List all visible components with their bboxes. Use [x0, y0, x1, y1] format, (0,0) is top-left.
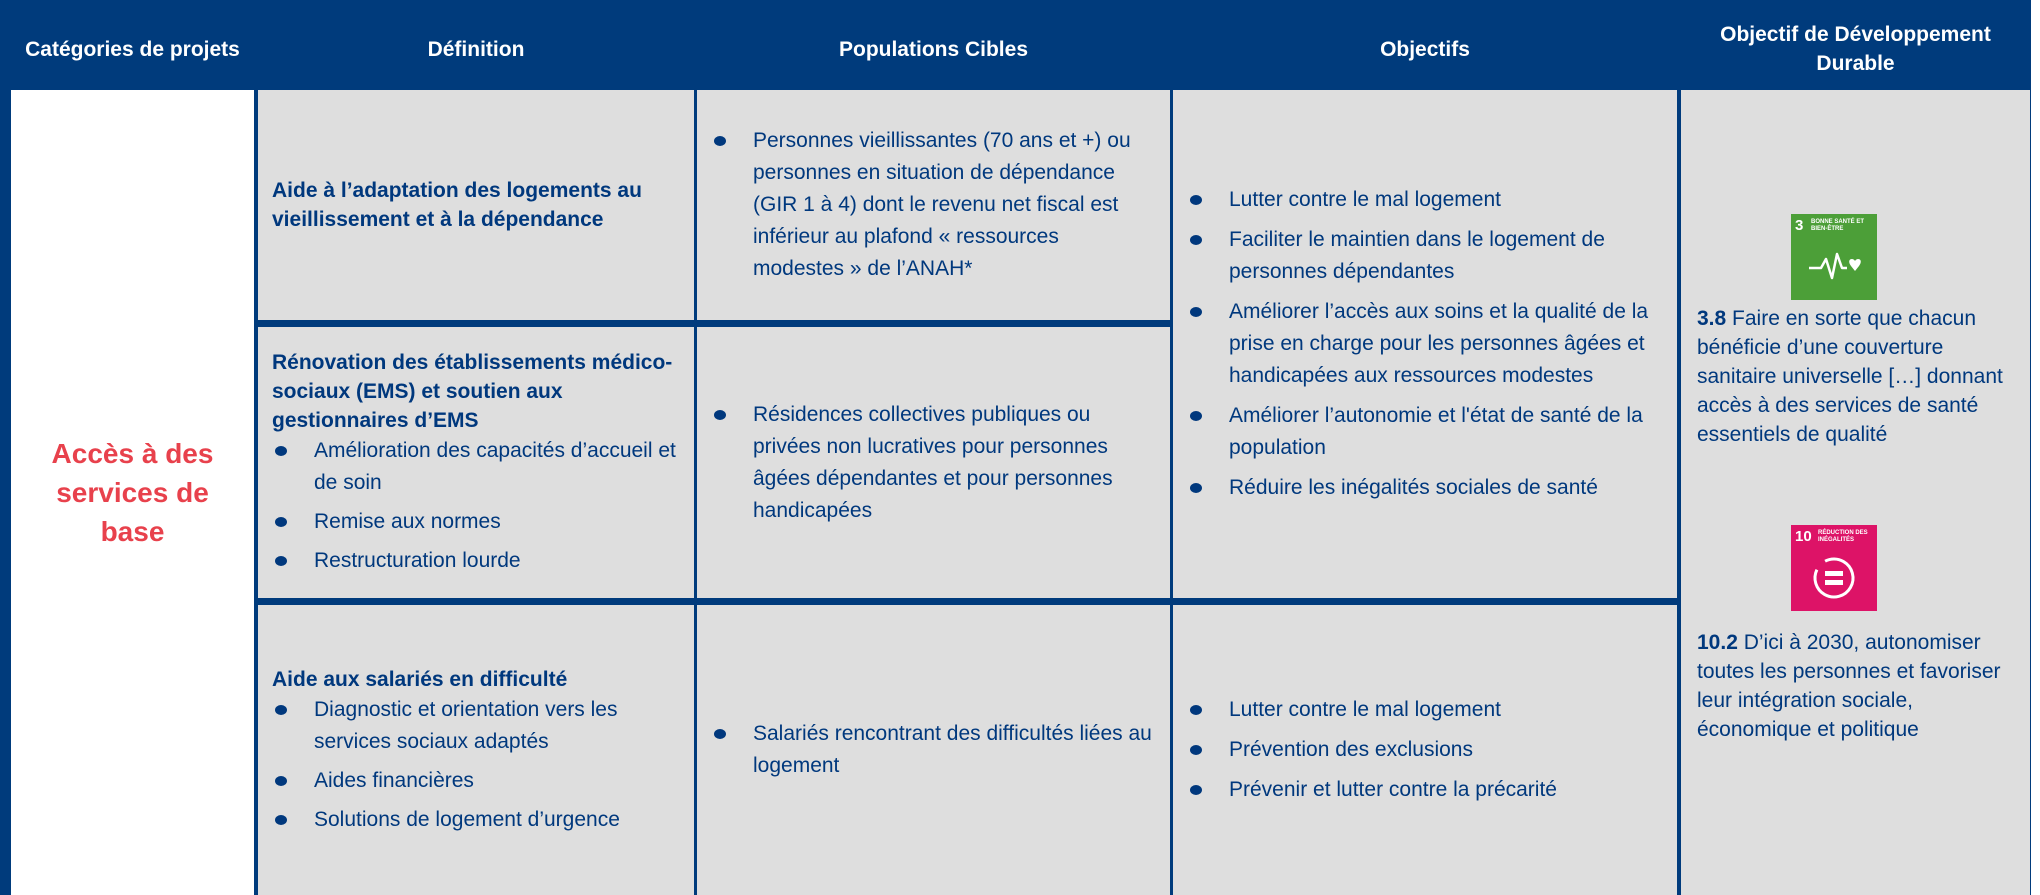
definition-title: Aide aux salariés en difficulté	[272, 667, 568, 691]
populations-cell-1	[697, 90, 1170, 320]
list-item: Solutions de logement d’urgence	[272, 804, 679, 836]
list-item: Personnes vieillissantes (70 ans et +) ou personnes en situation de dépendance (GIR 1 à 4) dont le revenu net fiscal est inférieur au plafond « ressources modestes » de l’ANAH*	[711, 125, 1152, 285]
target-number: 3.8	[1697, 307, 1727, 330]
header-categories: Catégories de projets	[25, 37, 240, 61]
bullet-icon	[1190, 705, 1202, 715]
bullet-icon	[1190, 411, 1202, 421]
bullet-icon	[714, 136, 726, 146]
header-populations: Populations Cibles	[838, 37, 1029, 61]
populations-cell-2	[697, 327, 1170, 598]
sdg-number: 10	[1795, 528, 1812, 545]
sdg-3-heartbeat-icon	[1791, 214, 1877, 300]
list-item: Diagnostic et orientation vers les services sociaux adaptés	[272, 694, 679, 758]
bullet-icon	[275, 776, 287, 786]
objectifs-list	[1187, 184, 1663, 504]
target-text: D’ici à 2030, autonomiser toutes les personnes et favoriser leur intégration sociale, économique et politique	[1697, 631, 2001, 741]
list-item: Faciliter le maintien dans le logement de personnes dépendantes	[1187, 224, 1663, 288]
populations-list	[711, 718, 1152, 782]
bullet-icon	[1190, 745, 1202, 755]
odd-cell	[1681, 90, 2030, 895]
populations-list	[711, 125, 1152, 285]
list-item: Lutter contre le mal logement	[1187, 694, 1663, 726]
list-item: Résidences collectives publiques ou privées non lucratives pour personnes âgées dépendantes et pour personnes handicapées	[711, 399, 1152, 527]
list-item: Restructuration lourde	[272, 545, 679, 577]
bullet-icon	[275, 705, 287, 715]
target-number: 10.2	[1697, 631, 1738, 654]
list-item: Lutter contre le mal logement	[1187, 184, 1663, 216]
list-item: Salariés rencontrant des difficultés liées au logement	[711, 718, 1152, 782]
definition-title: Rénovation des établissements médico-sociaux (EMS) et soutien aux gestionnaires d’EMS	[272, 351, 673, 432]
definition-cell-3	[258, 605, 694, 895]
list-item: Amélioration des capacités d’accueil et de soin	[272, 435, 679, 499]
bullet-icon	[275, 815, 287, 825]
header-odd: Objectif de Développement Durable	[1720, 23, 1991, 75]
list-item: Prévenir et lutter contre la précarité	[1187, 774, 1663, 806]
bullet-icon	[714, 729, 726, 739]
definition-list	[272, 435, 679, 577]
objectifs-cell-1	[1173, 90, 1677, 598]
category-cell	[11, 90, 254, 895]
bullet-icon	[1190, 235, 1202, 245]
sdg-10-equality-icon	[1791, 525, 1877, 611]
bullet-icon	[1190, 195, 1202, 205]
list-item: Remise aux normes	[272, 506, 679, 538]
heartbeat-icon	[1791, 214, 1877, 300]
list-item: Prévention des exclusions	[1187, 734, 1663, 766]
sdg-3-target	[1697, 304, 2016, 449]
equality-icon	[1791, 525, 1877, 611]
sdg-number: 3	[1795, 217, 1804, 234]
bullet-icon	[275, 556, 287, 566]
definition-list	[272, 694, 679, 836]
objectifs-cell-2	[1173, 605, 1677, 895]
definition-cell-1	[258, 90, 694, 320]
bullet-icon	[275, 446, 287, 456]
populations-cell-3	[697, 605, 1170, 895]
bullet-icon	[714, 410, 726, 420]
list-item: Aides financières	[272, 765, 679, 797]
definition-title: Aide à l’adaptation des logements au vieillissement et à la dépendance	[272, 179, 642, 231]
populations-list	[711, 399, 1152, 527]
sdg-label: RÉDUCTION DES INÉGALITÉS	[1818, 530, 1868, 543]
bullet-icon	[1190, 785, 1202, 795]
bullet-icon	[275, 517, 287, 527]
definition-cell-2	[258, 327, 694, 598]
target-text: Faire en sorte que chacun bénéficie d’une couverture sanitaire universelle […] donnant accès à des services de santé essentiels de qualité	[1697, 307, 2003, 446]
sdg-label: BONNE SANTÉ ET BIEN-ÊTRE	[1811, 219, 1865, 232]
category-title: Accès à des services de base	[51, 438, 214, 547]
bullet-icon	[1190, 483, 1202, 493]
sdg-10-target	[1697, 628, 2016, 744]
bullet-icon	[1190, 307, 1202, 317]
list-item: Réduire les inégalités sociales de santé	[1187, 472, 1663, 504]
objectifs-list	[1187, 694, 1663, 806]
header-objectifs: Objectifs	[1380, 37, 1470, 61]
list-item: Améliorer l’autonomie et l'état de santé de la population	[1187, 400, 1663, 464]
list-item: Améliorer l’accès aux soins et la qualité de la prise en charge pour les personnes âgées et handicapées aux ressources modestes	[1187, 296, 1663, 392]
header-definition: Définition	[427, 37, 525, 61]
